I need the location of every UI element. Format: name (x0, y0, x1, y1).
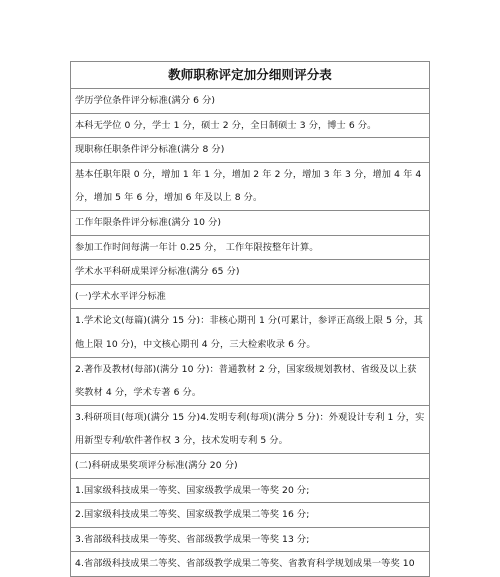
table-cell: (二)科研成果奖项评分标准(满分 20 分) (71, 453, 430, 478)
table-row (71, 552, 430, 577)
table-cell: 2.国家级科技成果二等奖、国家级教学成果二等奖 16 分; (71, 503, 430, 528)
table-row (71, 113, 430, 138)
table-row (71, 503, 430, 528)
table-row (71, 309, 430, 357)
table-cell: 基本任职年限 0 分，增加 1 年 1 分，增加 2 年 2 分，增加 3 年 3 分，增加 4 年 4 分，增加 5 年 6 分，增加 6 年及以上 8 分。 (71, 162, 430, 210)
table-cell: 本科无学位 0 分，学士 1 分，硕士 2 分，全日制硕士 3 分，博士 6 分。 (71, 113, 430, 138)
table-row (71, 89, 430, 114)
table-cell: 工作年限条件评分标准(满分 10 分) (71, 210, 430, 235)
table-row (71, 478, 430, 503)
table-cell: 参加工作时间每满一年计 0.25 分， 工作年限按整年计算。 (71, 235, 430, 260)
table-cell: 学术水平科研成果评分标准(满分 65 分) (71, 260, 430, 285)
table-cell: 4.省部级科技成果二等奖、省部级教学成果二等奖、省教育科学规划成果一等奖 10 (71, 552, 430, 577)
table-cell: 3.省部级科技成果一等奖、省部级教学成果一等奖 13 分; (71, 527, 430, 552)
table-cell: 3.科研项目(每项)(满分 15 分)4.发明专利(每项)(满分 5 分)：外观设计专利 1 分，实用新型专利/软件著作权 3 分，技术发明专利 5 分。 (71, 405, 430, 453)
table-cell: 1.国家级科技成果一等奖、国家级教学成果一等奖 20 分; (71, 478, 430, 503)
table-row (71, 260, 430, 285)
table-cell: 学历学位条件评分标准(满分 6 分) (71, 89, 430, 114)
table-row (71, 453, 430, 478)
table-cell: 2.著作及教材(每部)(满分 10 分)：普通教材 2 分，国家级规划教材、省级及以上获奖教材 4 分，学术专著 6 分。 (71, 357, 430, 405)
table-row (71, 210, 430, 235)
table-row (71, 235, 430, 260)
title-row (71, 62, 430, 89)
scoring-table (70, 61, 430, 577)
table-row (71, 357, 430, 405)
table-row (71, 527, 430, 552)
document-title: 教师职称评定加分细则评分表 (71, 62, 430, 89)
table-row (71, 138, 430, 163)
table-row (71, 162, 430, 210)
scoring-table-document (70, 61, 430, 577)
table-cell: 现职称任职条件评分标准(满分 8 分) (71, 138, 430, 163)
table-row (71, 284, 430, 309)
table-cell: (一)学术水平评分标准 (71, 284, 430, 309)
table-cell: 1.学术论文(每篇)(满分 15 分)：非核心期刊 1 分(可累计，参评正高级上限 5 分，其他上限 10 分)，中文核心期刊 4 分，三大检索收录 6 分。 (71, 309, 430, 357)
table-row (71, 405, 430, 453)
